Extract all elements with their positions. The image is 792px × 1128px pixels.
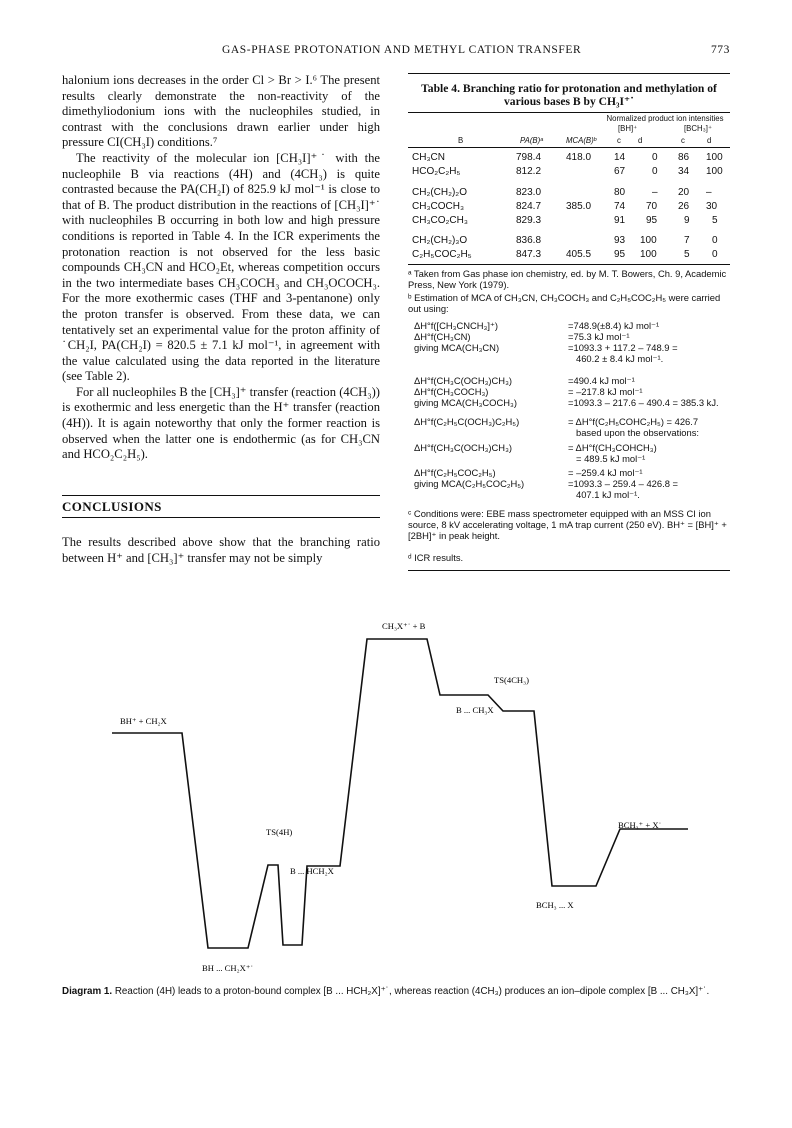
table-cell: CH₃CN — [412, 152, 445, 163]
calc-label: giving MCA(C₂H₅COC₂H₅) — [414, 478, 525, 489]
calc-label: ΔH°f([CH₃CNCH₃]⁺) — [414, 320, 499, 331]
table-rule — [408, 570, 730, 571]
calc-value: based upon the observations: — [576, 427, 700, 438]
table-cell: 95 — [646, 215, 658, 226]
footnote-b: ᵇ Estimation of MCA of CH₃CN, CH₃COCH₃ and C₂H₅COC₂H₅ were carried out using: — [408, 292, 721, 314]
calc-label: ΔH°f(CH₃C(OCH₃)CH₃) — [414, 375, 513, 386]
table-cell: CH₃CO₂CH₃ — [412, 215, 468, 226]
conclusions-heading: CONCLUSIONS — [62, 499, 162, 514]
table-cell: 30 — [706, 201, 718, 212]
table-cell: – — [652, 187, 658, 198]
label-top: CH₃X⁺˙ + B — [382, 621, 426, 631]
section-rule — [62, 495, 380, 496]
energy-diagram — [70, 610, 730, 980]
calc-value: = ΔH°f(C₂H₅COHC₂H₅) = 426.7 — [568, 416, 699, 427]
table-cell: 0 — [652, 152, 658, 163]
table-cell: C₂H₅COC₂H₅ — [412, 249, 472, 260]
table-cell: 93 — [614, 235, 626, 246]
table-column-header: d — [707, 136, 712, 145]
table-column-header: c — [681, 136, 685, 145]
calc-value: =1093.3 – 217.6 – 490.4 = 385.3 kJ. — [568, 397, 719, 408]
calc-label: ΔH°f(CH₃CN) — [414, 331, 471, 342]
paragraph-1: halonium ions decreases in the order Cl > Br > I.⁶ The present results clearly demonstrate the non-reactivity of the dimethyliodonium ions with the nucleophiles studied, in contrast with the conclusions drawn earlier under high pressure CI(CH₃I) conditions.⁷ — [62, 73, 380, 150]
footnote-a: ᵃ Taken from Gas phase ion chemistry, ed. by M. T. Bowers, Ch. 9, Academic Press, New York (1979). — [408, 268, 727, 290]
table-cell: 80 — [614, 187, 626, 198]
table-cell: 5 — [712, 215, 718, 226]
table-cell: 95 — [614, 249, 626, 260]
energy-diagram-svg — [70, 610, 730, 980]
table-cell: 847.3 — [516, 249, 542, 260]
calc-value: = –217.8 kJ mol⁻¹ — [568, 386, 643, 397]
calc-value: =490.4 kJ mol⁻¹ — [568, 375, 635, 386]
table-cell: 7 — [684, 235, 690, 246]
table-rule — [408, 112, 730, 113]
page-header — [62, 44, 730, 62]
calc-value: =1093.3 – 259.4 – 426.8 = — [568, 478, 678, 489]
table-subheader-bh: [BH]⁺ — [618, 124, 638, 133]
table-group-header: Normalized product ion intensities — [606, 114, 724, 123]
conclusions-text: The results described above show that the branching ratio between H⁺ and [CH₃]⁺ transfer may not be simply — [62, 535, 380, 565]
label-bch3-x-products: BCH₃⁺ + X˙ — [618, 820, 662, 830]
table-cell: 34 — [678, 166, 690, 177]
table-cell: 798.4 — [516, 152, 542, 163]
calc-value: =1093.3 + 117.2 – 748.9 = — [568, 342, 678, 353]
section-rule — [62, 517, 380, 518]
label-b-ch3x: B ... CH₃X — [456, 705, 494, 715]
calc-value: = ΔH°f(CH₃COHCH₃) — [568, 442, 657, 453]
table-cell: 823.0 — [516, 187, 542, 198]
table-subheader-bch3: [BCH₃]⁺ — [684, 124, 713, 133]
table-cell: 20 — [678, 187, 690, 198]
table-cell: HCO₂C₂H₅ — [412, 166, 461, 177]
table-cell: 824.7 — [516, 201, 542, 212]
table-cell: 0 — [712, 235, 718, 246]
table-column-header: MCA(B)ᵇ — [566, 136, 597, 145]
diagram-caption — [62, 986, 730, 998]
table-column-header: PA(B)ᵃ — [520, 136, 544, 145]
table-cell: 829.3 — [516, 215, 542, 226]
caption-text: Reaction (4H) leads to a proton-bound complex [B ... HCH₂X]⁺˙, whereas reaction (4CH₃) produces an ion–dipole complex [B ... CH₃X]⁺˙. — [114, 986, 710, 997]
calc-value: =748.9(±8.4) kJ mol⁻¹ — [568, 320, 660, 331]
table-cell: – — [706, 187, 712, 198]
table-cell: CH₂(CH₂)₃O — [412, 235, 468, 246]
table-cell: 5 — [684, 249, 690, 260]
calc-label: ΔH°f(C₂H₅C(OCH₃)C₂H₅) — [414, 416, 520, 427]
footnote-c: ᶜ Conditions were: EBE mass spectrometer equipped with an MSS CI ion source, 8 kV accelerating voltage, 1 mA trap current (250 eV). BH⁺ = [BH]⁺ + [2BH]⁺ in peak height. — [408, 508, 727, 541]
paragraph-2: The reactivity of the molecular ion [CH₃I]⁺˙ with the nucleophile B via reactions (4H) and (4CH₃) is quite contrasted because the PA(CH₂I) of 825.9 kJ mol⁻¹ is close to that of B. The product distribution in the reactions of [CH₃I]⁺˙ with nucleophiles B occurring in both low and high pressure conditions is reported in Table 4. In the ICR experiments the protonation reaction is not observed for the less basic compounds CH₃CN and HCO₂Et, whereas competition occurs in the two intermediate bases CH₃COCH₃ and CH₃OCOCH₃. For the more exothermic cases (THF and 3-pentanone) only the proton transfer is observed. From these data, we can tentatively set an experimental value for the proton affinity of ˙CH₂I, PA(CH₂I) = 820.5 ± 7.1 kJ mol⁻¹, in agreement with the value calculated using the data reported in the literature (see Table 2). — [62, 150, 380, 384]
table-rule — [408, 264, 730, 265]
table-cell: 812.2 — [516, 166, 542, 177]
table-cell: CH₃COCH₃ — [412, 201, 465, 212]
label-left-start: BH⁺ + CH₂X — [120, 716, 167, 726]
label-b-hch2x: B ... HCH₂X — [290, 866, 334, 876]
table-cell: 0 — [652, 166, 658, 177]
table-caption: Table 4. Branching ratio for protonation and methylation of various bases B by CH₃I⁺˙ — [421, 82, 717, 108]
caption-label: Diagram 1. — [62, 986, 113, 997]
table-column-header: c — [617, 136, 621, 145]
footnote-d: ᵈ ICR results. — [408, 552, 464, 563]
table-cell: 74 — [614, 201, 626, 212]
calc-value: =75.3 kJ mol⁻¹ — [568, 331, 630, 342]
table-rule — [408, 73, 730, 74]
table-rule — [408, 147, 730, 148]
table-cell: 405.5 — [566, 249, 592, 260]
running-title: GAS-PHASE PROTONATION AND METHYL CATION TRANSFER — [222, 44, 582, 56]
calc-label: giving MCA(CH₃COCH₃) — [414, 397, 517, 408]
paragraph-3: For all nucleophiles B the [CH₃]⁺ transfer (reaction (4CH₃)) is exothermic and less energetic than the H⁺ transfer (reaction (4H)). It is again noteworthy that only the former reaction is observed when the latter one is endothermic (as for CH₃CN and HCO₂C₂H₅). — [62, 384, 380, 462]
table-cell: 100 — [706, 152, 723, 163]
calc-value: 460.2 ± 8.4 kJ mol⁻¹. — [576, 353, 664, 364]
table-cell: CH₂(CH₂)₂O — [412, 187, 467, 198]
label-bh-ch2x: BH ... CH₂X⁺˙ — [202, 963, 254, 973]
table-cell: 0 — [712, 249, 718, 260]
calc-label: giving MCA(CH₃CN) — [414, 342, 500, 353]
energy-profile-line — [112, 639, 688, 948]
table-column-header: B — [458, 136, 464, 145]
calc-value: = –259.4 kJ mol⁻¹ — [568, 467, 643, 478]
table-cell: 100 — [640, 235, 657, 246]
label-ts-4ch3: TS(4CH₃) — [494, 675, 529, 685]
left-column-text — [62, 73, 380, 463]
label-ts-4h: TS(4H) — [266, 827, 293, 837]
table-cell: 91 — [614, 215, 626, 226]
calc-label: ΔH°f(CH₃COCH₃) — [414, 386, 489, 397]
page-number: 773 — [710, 44, 730, 56]
table-cell: 14 — [614, 152, 626, 163]
table-cell: 9 — [684, 215, 690, 226]
calc-value: = 489.5 kJ mol⁻¹ — [576, 453, 646, 464]
table-cell: 100 — [640, 249, 657, 260]
table-cell: 100 — [706, 166, 723, 177]
table-cell: 86 — [678, 152, 690, 163]
calc-label: ΔH°f(CH₃C(OCH₃)CH₃) — [414, 442, 513, 453]
table-cell: 26 — [678, 201, 690, 212]
table-cell: 385.0 — [566, 201, 592, 212]
table-cell: 70 — [646, 201, 658, 212]
table-cell: 67 — [614, 166, 626, 177]
calc-value: 407.1 kJ mol⁻¹. — [576, 489, 640, 500]
table-cell: 418.0 — [566, 152, 592, 163]
label-bch3-x-complex: BCH₃ ... X — [536, 900, 574, 910]
table-cell: 836.8 — [516, 235, 542, 246]
calc-label: ΔH°f(C₂H₅COC₂H₅) — [414, 467, 496, 478]
table-column-header: d — [638, 136, 643, 145]
